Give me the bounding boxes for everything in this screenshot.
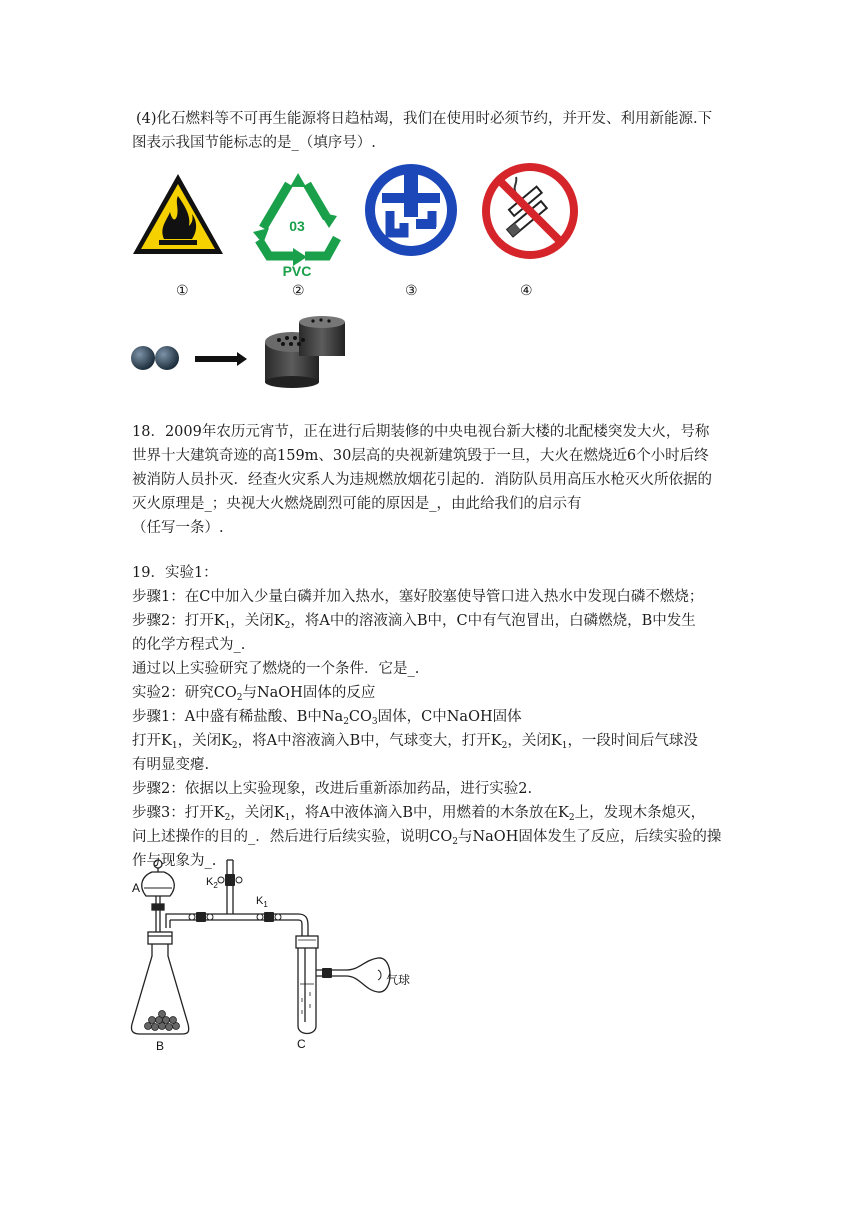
recycle-number: 03 [289, 218, 305, 234]
coal-ball-icon [131, 346, 155, 370]
q18-line-4: 灭火原理是_；央视大火燃烧剧烈可能的原因是_，由此给我们的启示有 [132, 496, 582, 512]
flammable-warning-sign-icon [131, 172, 225, 256]
label-k1: $K_1$ [256, 895, 268, 909]
q18-line-1: 18．2009年农历元宵节，正在进行后期装修的中央电视台新大楼的北配楼突发大火，号称 [132, 424, 710, 440]
q19-line-1: 19．实验1： [132, 565, 218, 581]
funnel-stopper-icon [154, 860, 162, 868]
recycle-material: PVC [282, 263, 312, 279]
test-tube-c-icon [298, 948, 316, 1034]
q19-line-13: 作与现象为_. [132, 853, 217, 869]
pvc-recycling-symbol-icon [249, 172, 345, 280]
label-b: B [156, 1039, 165, 1052]
q19-line-9: 有明显变瘪. [132, 757, 210, 773]
q19-line-8: 打开$K_1$，关闭$K_2$，将A中溶液滴入B中，气球变大，打开$K_2$，关闭$K_1$，一段时间后气球没 [132, 733, 698, 751]
no-smoking-sign-icon [482, 163, 578, 259]
sign-label-3: ③ [405, 283, 418, 299]
q19-line-7: 步骤1：A中盛有稀盐酸、B中$Na_2CO_3$固体，C中NaOH固体 [132, 709, 522, 727]
energy-saving-logo-icon [364, 163, 458, 257]
separatory-funnel-a-icon [142, 872, 175, 896]
q18-line-2: 世界十大建筑奇迹的高159m、30层高的央视新建筑毁于一旦，大火在燃烧近6个小时后终 [132, 448, 709, 464]
sign-label-4: ④ [520, 283, 533, 299]
q19-line-2: 步骤1：在C中加入少量白磷并加入热水，塞好胶塞使导管口进入热水中发现白磷不燃烧； [132, 589, 704, 605]
sign-label-1: ① [176, 283, 189, 299]
experiment-apparatus-diagram [126, 852, 426, 1052]
q19-line-6: 实验2：研究$CO_2$与NaOH固体的反应 [132, 685, 376, 703]
q19-line-3: 步骤2：打开$K_1$，关闭$K_2$，将A中的溶液滴入B中，C中有气泡冒出，白磷燃烧，B中发生 [132, 613, 696, 631]
label-balloon: 气球 [386, 973, 411, 987]
q19-line-4: 的化学方程式为_. [132, 637, 246, 653]
q4-line-1: (4)化石燃料等不可再生能源将日趋枯竭，我们在使用时必须节约，并开发、利用新能源.下 [136, 111, 713, 127]
arrow-right-icon [195, 352, 247, 366]
sign-label-2: ② [292, 283, 305, 299]
q19-line-10: 步骤2：依据以上实验现象，改进后重新添加药品，进行实验2. [132, 781, 533, 797]
clamp-icon [196, 912, 206, 922]
q19-line-11: 步骤3：打开$K_2$，关闭$K_1$，将A中液体滴入B中，用燃着的木条放在$K_2$上，发现木条熄灭， [132, 805, 706, 823]
balloon-icon [346, 958, 390, 992]
q19-line-5: 通过以上实验研究了燃烧的一个条件．它是_. [132, 661, 420, 677]
q4-line-2: 图表示我国节能标志的是_（填序号）. [132, 135, 376, 151]
label-c: C [297, 1037, 306, 1051]
q18-line-5: （任写一条）. [132, 520, 224, 536]
coal-to-briquette-figure [129, 316, 349, 388]
funnel-stopcock-icon [152, 904, 164, 910]
label-a: A [132, 881, 141, 895]
clamp-k2-icon [225, 874, 235, 886]
label-k2: $K_2$ [206, 876, 218, 890]
honeycomb-briquette-icon [265, 316, 345, 388]
q19-line-12: 问上述操作的目的_．然后进行后续实验，说明$CO_2$与NaOH固体发生了反应，后续实验的操 [132, 829, 722, 847]
q18-line-3: 被消防人员扑灭．经查火灾系人为违规燃放烟花引起的．消防队员用高压水枪灭火所依据的 [132, 472, 712, 488]
clamp-k1-icon [264, 912, 274, 922]
